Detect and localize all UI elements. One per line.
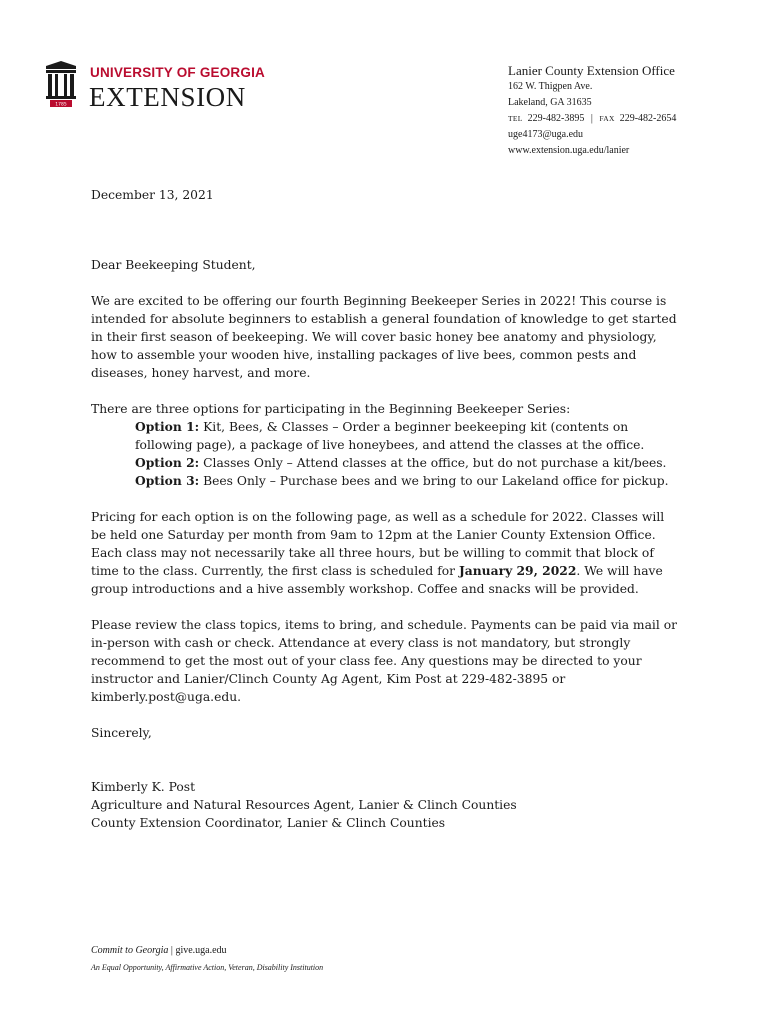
- extension-wordmark: EXTENSION: [89, 82, 246, 112]
- option-label: Option 3:: [135, 473, 200, 488]
- pricing-text-a: Pricing for each option is on the following page, as well as a schedule for 2022. Classes will be held one Saturday per month from 9am to 12pm at the Lanier County Extension Office. Each class may not necessarily take all three hours, but be willing to commit that block of time to the class. Currently, the first class is scheduled for: [91, 510, 665, 578]
- option-item: [135, 454, 681, 472]
- fax-label: FAX: [599, 114, 615, 123]
- give-link[interactable]: give.uga.edu: [175, 945, 227, 956]
- footer-commit-line: [91, 944, 323, 958]
- fax-number: 229-482-2654: [619, 113, 677, 124]
- arch-logo-icon: [44, 60, 78, 108]
- signer-title-2: County Extension Coordinator, Lanier & Clinch Counties: [91, 816, 446, 830]
- pricing-paragraph: [91, 508, 681, 598]
- intro-paragraph: We are excited to be offering our fourth Beginning Beekeeper Series in 2022! This course is intended for absolute beginners to establish a general foundation of knowledge to get started in their first season of beekeeping. We will cover basic honey bee anatomy and physiology, how to assemble your wooden hive, installing packages of live bees, common pests and diseases, honey harvest, and more.: [91, 294, 677, 380]
- tel-label: TEL: [508, 114, 523, 123]
- office-website: www.extension.uga.edu/lanier: [508, 145, 630, 156]
- phone-fax-line: [508, 111, 676, 127]
- option-text: Classes Only – Attend classes at the office, but do not purchase a kit/bees.: [199, 456, 667, 470]
- uga-extension-logo: [44, 60, 274, 116]
- closing: Sincerely,: [91, 726, 152, 740]
- signer-title-1: Agriculture and Natural Resources Agent, Lanier & Clinch Counties: [91, 798, 517, 812]
- first-class-date: January 29, 2022: [458, 563, 577, 578]
- office-email: uge4173@uga.edu: [508, 129, 584, 140]
- page-footer: [91, 944, 323, 974]
- signer-name: Kimberly K. Post: [91, 780, 196, 794]
- address-line-2: Lakeland, GA 31635: [508, 97, 592, 108]
- office-address-block: [508, 62, 676, 159]
- commit-slogan: Commit to Georgia: [91, 945, 169, 956]
- tel-number: 229-482-3895: [527, 113, 585, 124]
- review-paragraph: Please review the class topics, items to bring, and schedule. Payments can be paid via mail or in-person with cash or check. Attendance at every class is not mandatory, but strongly recommend to get the most out of your class fee. Any questions may be directed to your instructor and Lanier/Clinch County Ag Agent, Kim Post at 229-482-3895 or kimberly.post@uga.edu.: [91, 618, 677, 704]
- options-intro: There are three options for participating in the Beginning Beekeeper Series:: [91, 402, 571, 416]
- seal-year: 1785: [55, 102, 67, 108]
- option-label: Option 2:: [135, 455, 200, 470]
- university-name: UNIVERSITY OF GEORGIA: [90, 65, 265, 80]
- options-section: [91, 400, 681, 490]
- option-label: Option 1:: [135, 419, 200, 434]
- signature-block: [91, 778, 681, 832]
- option-text: Bees Only – Purchase bees and we bring to our Lakeland office for pickup.: [199, 474, 669, 488]
- option-item: [135, 418, 681, 454]
- eeo-statement: An Equal Opportunity, Affirmative Action, Veteran, Disability Institution: [91, 963, 324, 972]
- office-name: Lanier County Extension Office: [508, 63, 675, 78]
- option-text: Kit, Bees, & Classes – Order a beginner beekeeping kit (contents on following page), a package of live honeybees, and attend the classes at the office.: [135, 420, 645, 452]
- pricing-text-b: . We will have group introductions and a hive assembly workshop. Coffee and snacks will be provided.: [91, 564, 663, 596]
- letter-date: December 13, 2021: [91, 188, 214, 202]
- address-line-1: 162 W. Thigpen Ave.: [508, 81, 593, 92]
- options-list: [135, 418, 681, 490]
- letter-body: [91, 186, 681, 832]
- separator: |: [590, 113, 593, 124]
- footer-separator: |: [170, 945, 173, 956]
- option-item: [135, 472, 681, 490]
- salutation: Dear Beekeeping Student,: [91, 258, 256, 272]
